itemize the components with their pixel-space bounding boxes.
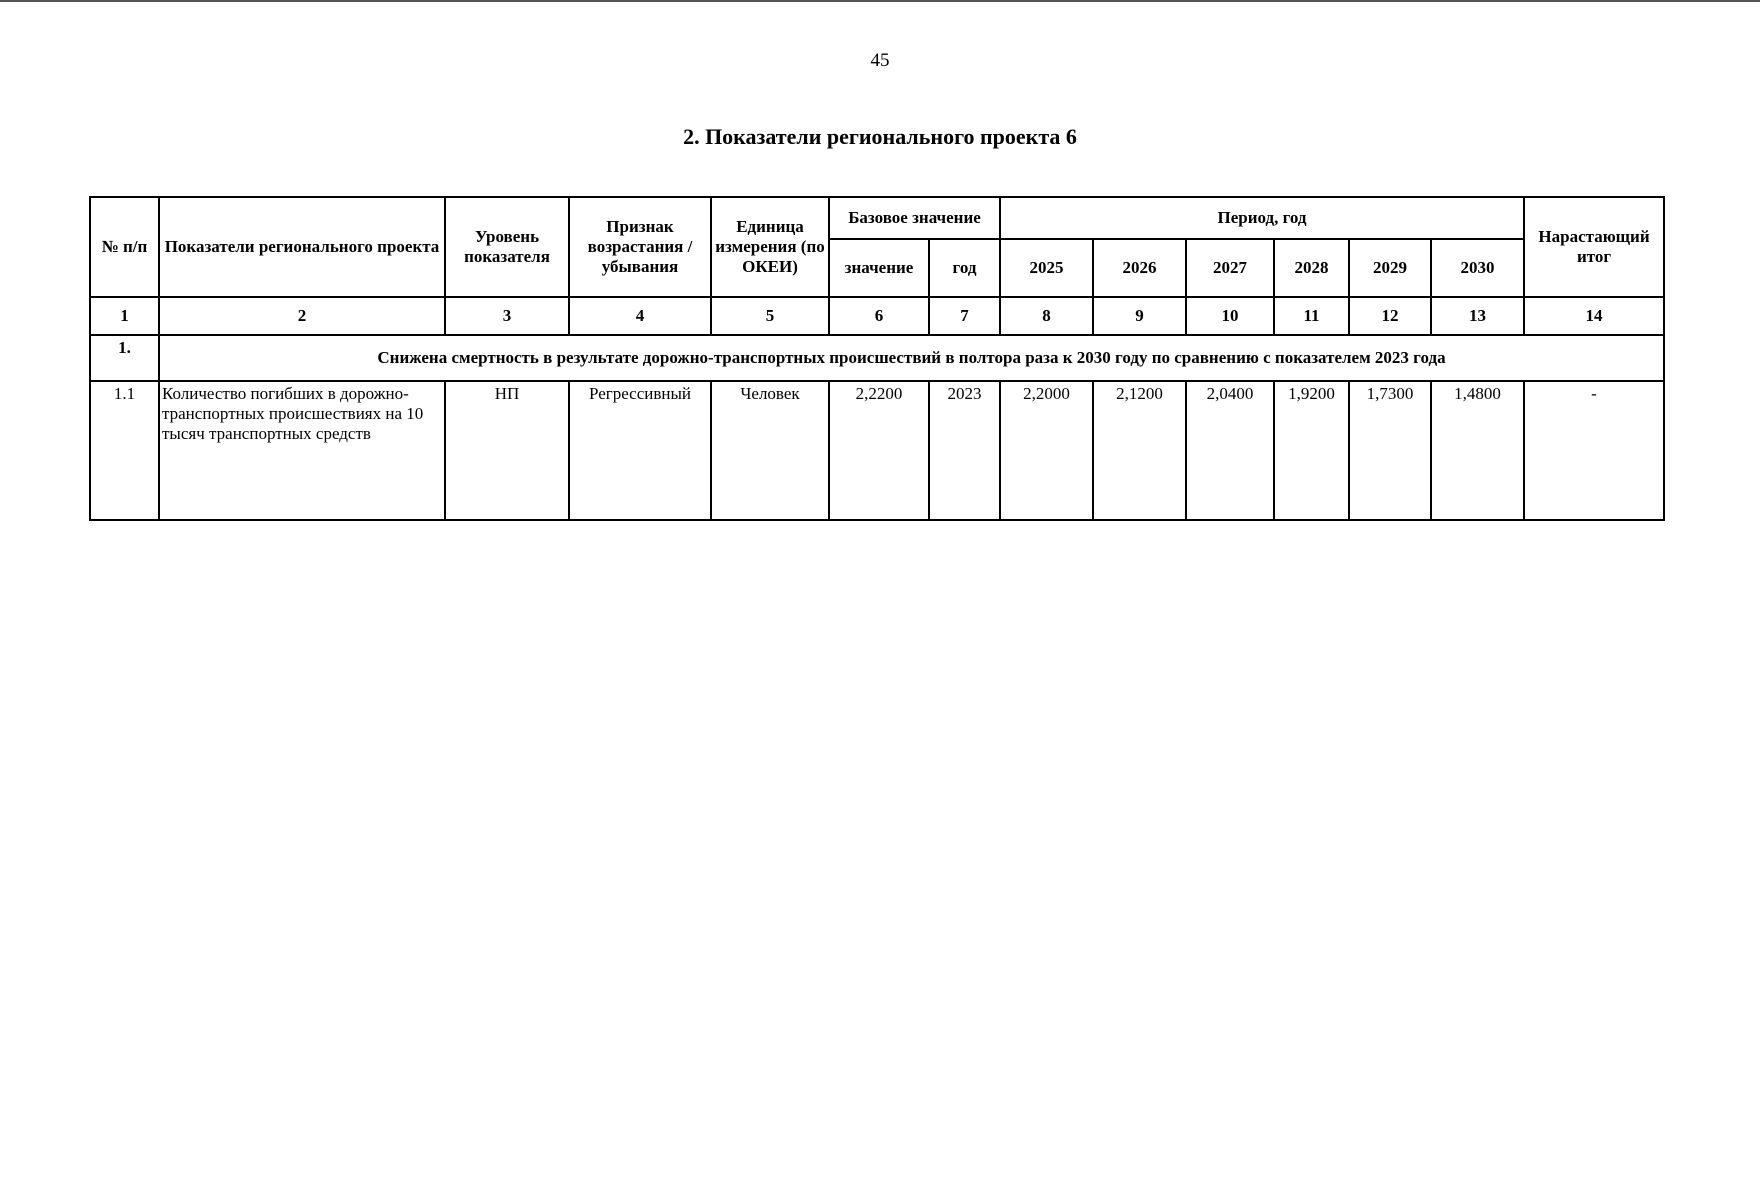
- column-number: 6: [829, 297, 929, 335]
- indicator-name: Количество погибших в дорожно-транспортных происшествиях на 10 тысяч транспортных средств: [159, 381, 445, 520]
- column-number: 7: [929, 297, 1000, 335]
- indicator-trend: Регрессивный: [569, 381, 711, 520]
- header-row-main: [90, 197, 1664, 239]
- column-number: 10: [1186, 297, 1274, 335]
- header-indicator: Показатели регионального проекта: [159, 197, 445, 297]
- cumulative-value: -: [1524, 381, 1664, 520]
- header-num: № п/п: [90, 197, 159, 297]
- column-number: 14: [1524, 297, 1664, 335]
- column-number: 3: [445, 297, 569, 335]
- column-number: 5: [711, 297, 829, 335]
- goal-text: Снижена смертность в результате дорожно-транспортных происшествий в полтора раза к 2030 году по сравнению с показателем 2023 года: [159, 335, 1664, 381]
- header-year-2026: 2026: [1093, 239, 1186, 297]
- column-number: 13: [1431, 297, 1524, 335]
- top-border-line: [0, 0, 1760, 2]
- value-2026: 2,1200: [1093, 381, 1186, 520]
- column-number: 12: [1349, 297, 1431, 335]
- row-number: 1.1: [90, 381, 159, 520]
- indicator-level: НП: [445, 381, 569, 520]
- header-year-2027: 2027: [1186, 239, 1274, 297]
- column-number: 9: [1093, 297, 1186, 335]
- header-base: Базовое значение: [829, 197, 1000, 239]
- header-cumulative: Нарастающий итог: [1524, 197, 1664, 297]
- header-unit: Единица измерения (по ОКЕИ): [711, 197, 829, 297]
- value-2028: 1,9200: [1274, 381, 1349, 520]
- base-year: 2023: [929, 381, 1000, 520]
- value-2029: 1,7300: [1349, 381, 1431, 520]
- page-number: 45: [870, 50, 890, 71]
- indicator-unit: Человек: [711, 381, 829, 520]
- header-trend: Признак возрастания / убывания: [569, 197, 711, 297]
- column-number: 4: [569, 297, 711, 335]
- goal-row: [90, 335, 1664, 381]
- value-2030: 1,4800: [1431, 381, 1524, 520]
- column-number: 1: [90, 297, 159, 335]
- base-value: 2,2200: [829, 381, 929, 520]
- section-title: 2. Показатели регионального проекта 6: [683, 124, 1077, 149]
- header-base-year: год: [929, 239, 1000, 297]
- header-year-2029: 2029: [1349, 239, 1431, 297]
- header-year-2028: 2028: [1274, 239, 1349, 297]
- indicators-table: [89, 196, 1665, 521]
- column-number: 11: [1274, 297, 1349, 335]
- column-number-row: [90, 297, 1664, 335]
- value-2027: 2,0400: [1186, 381, 1274, 520]
- column-number: 2: [159, 297, 445, 335]
- value-2025: 2,2000: [1000, 381, 1093, 520]
- header-base-value: значение: [829, 239, 929, 297]
- header-year-2025: 2025: [1000, 239, 1093, 297]
- table-row: [90, 381, 1664, 520]
- header-year-2030: 2030: [1431, 239, 1524, 297]
- column-number: 8: [1000, 297, 1093, 335]
- header-level: Уровень показателя: [445, 197, 569, 297]
- goal-number: 1.: [90, 335, 159, 381]
- header-period: Период, год: [1000, 197, 1524, 239]
